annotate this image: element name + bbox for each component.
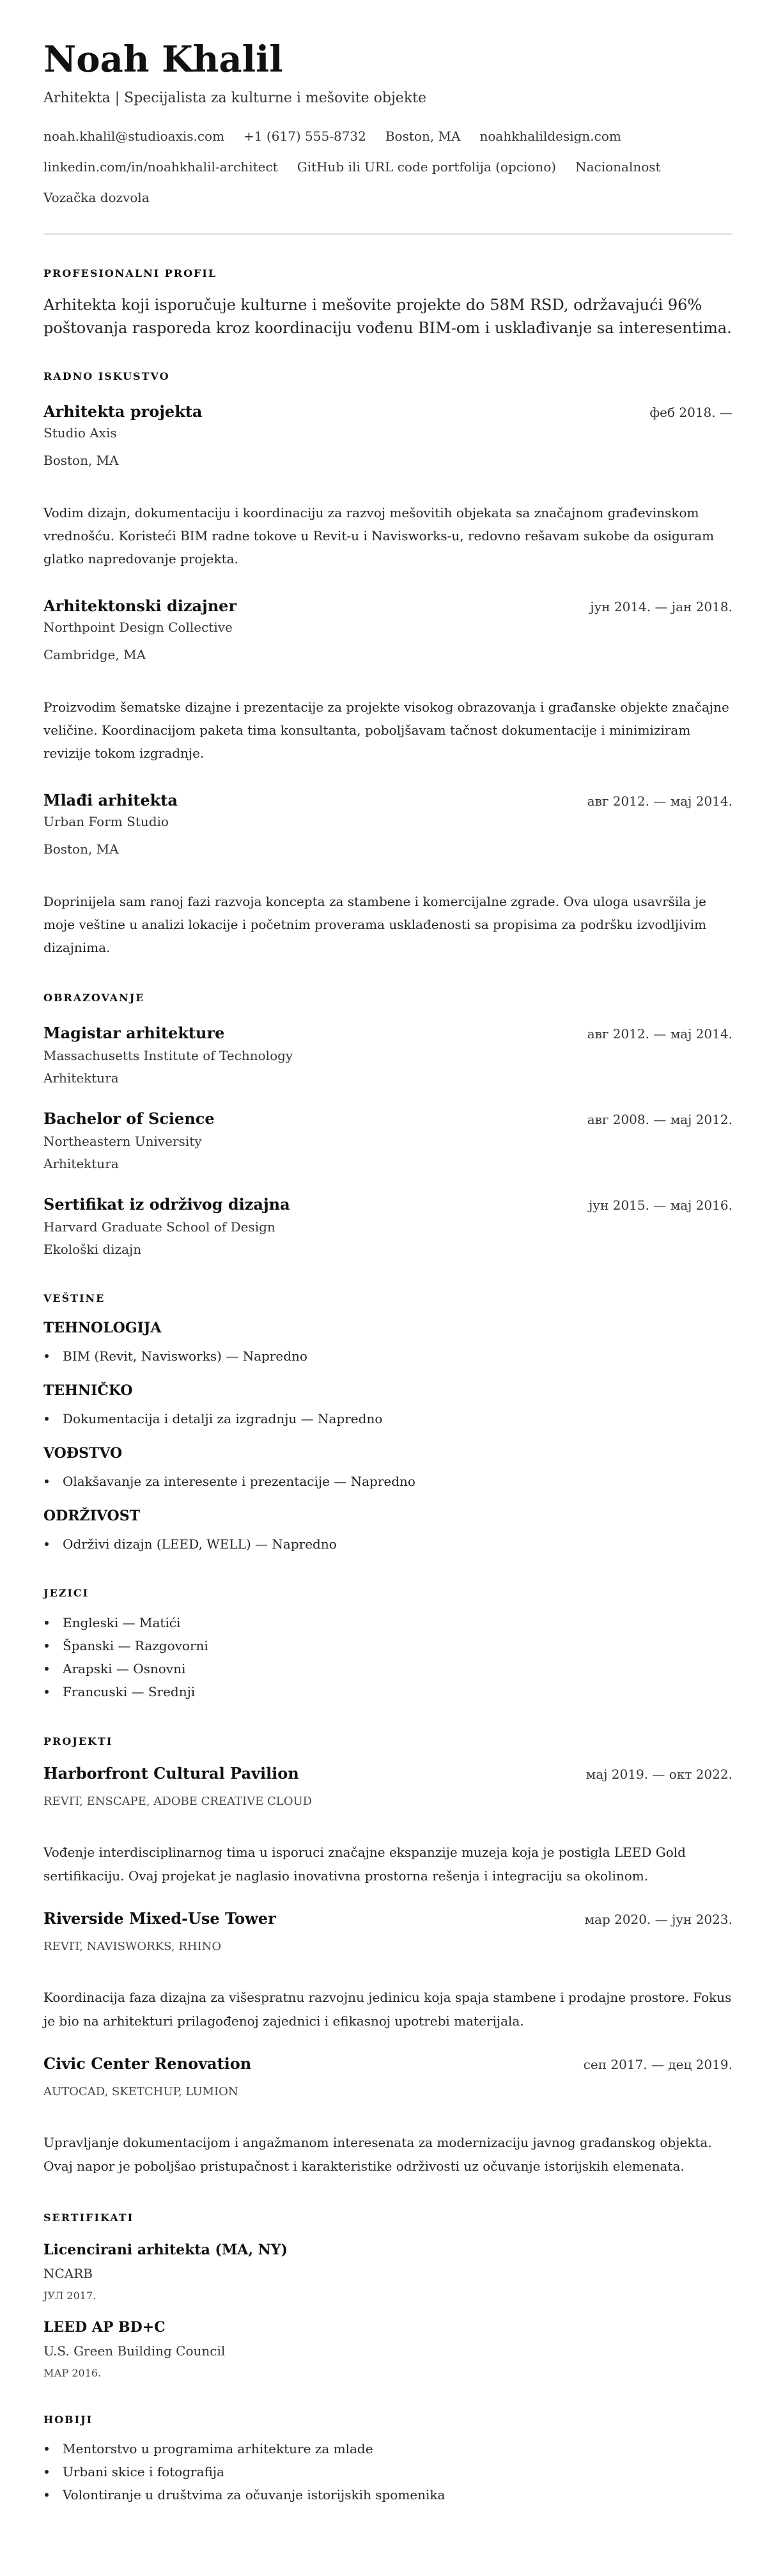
skill-category [43,1506,732,1554]
job-header [43,596,732,617]
skill-category-name: ODRŽIVOST [43,1508,140,1524]
bullet-icon [45,2470,49,2474]
skill-category [43,1444,732,1492]
list-item [43,1534,732,1554]
bullet-icon [45,1644,49,1648]
section-heading: OBRAZOVANJE [43,992,145,1004]
bullet-icon [45,2493,49,2497]
job-location: Cambridge, MA [43,647,146,662]
field-of-study: Arhitektura [43,1156,119,1171]
project-description: Upravljanje dokumentacijom i angažmanom interesenata za modernizaciju javnog građanskog objekta. Ovaj napor je poboljšao pristupačnost i karakteristike održivosti uz očuvanje istorijskih elemenata. [43,2135,712,2174]
job-company: Studio Axis [43,425,117,441]
certification-issuer: NCARB [43,2266,93,2281]
job-title: Arhitekta projekta [43,402,203,421]
project-description: Vođenje interdisciplinarnog tima u isporuci značajne ekspanzije muzeja koja je postigla LEED Gold sertifikaciju. Ovaj projekat je naglasio inovativna prostorna rešenja i integraciju sa okolinom. [43,1845,686,1884]
list-item-text: Urbani skice i fotografija [63,2464,224,2479]
list-item-text: Mentorstvo u programima arhitekture za mlade [63,2441,373,2456]
list-item [43,1611,732,1634]
project-entry [43,2054,732,2178]
degree: Magistar arhitekture [43,1024,225,1042]
school: Harvard Graduate School of Design [43,1219,275,1235]
skills-section [43,1292,732,1554]
project-dates: мај 2019. — окт 2022. [585,1767,732,1782]
job-header [43,790,732,811]
certification-name: Licencirani arhitekta (MA, NY) [43,2242,288,2258]
project-dates: мар 2020. — јун 2023. [584,1912,732,1927]
section-heading: JEZICI [43,1587,89,1599]
degree: Sertifikat iz održivog dizajna [43,1195,290,1214]
contact-info [43,121,732,213]
education-section [43,992,732,1260]
profile-summary: Arhitekta koji isporučuje kulturne i mešovite projekte do 58M RSD, održavajući 96% poštovanja rasporeda kroz koordinaciju vođenu BIM-om i usklađivanje sa interesentima. [43,296,732,337]
education-header [43,1109,732,1130]
education-dates: авг 2012. — мај 2014. [587,1026,732,1042]
bullet-icon [45,1542,49,1546]
job-description: Doprinijela sam ranoj fazi razvoja koncepta za stambene i komercijalne zgrade. Ova uloga usavršila je moje veštine u analizi lokacije i početnim proverama usklađenosti sa propisima za podršku izvodljivim dizajnima. [43,894,707,955]
bullet-icon [45,1354,49,1358]
skill-category [43,1318,732,1366]
skill-category [43,1381,732,1429]
job-company: Northpoint Design Collective [43,620,233,635]
list-item [43,1471,732,1492]
project-entry [43,1909,732,2033]
contact-linkedin[interactable]: linkedin.com/in/noahkhalil-architect [43,159,278,175]
contact-website[interactable]: noahkhalildesign.com [479,129,621,144]
list-item-text: Španski — Razgovorni [63,1638,208,1653]
contact-email[interactable]: noah.khalil@studioaxis.com [43,129,225,144]
contact-drivers-license: Vozačka dozvola [43,190,150,205]
candidate-headline: Arhitekta | Specijalista za kulturne i mešovite objekte [43,90,427,106]
job-location: Boston, MA [43,841,119,857]
section-heading: VEŠTINE [43,1292,105,1304]
job-company: Urban Form Studio [43,814,169,829]
skill-list [43,1534,732,1554]
list-item-text: BIM (Revit, Navisworks) — Napredno [63,1348,307,1364]
resume [43,0,732,2506]
skill-list [43,1471,732,1492]
list-item-text: Održivi dizajn (LEED, WELL) — Napredno [63,1536,337,1552]
list-item [43,2437,732,2460]
job-entry [43,596,732,765]
project-header [43,2054,732,2075]
job-title: Mlađi arhitekta [43,791,178,809]
bullet-icon [45,1479,49,1483]
list-item-text: Volontiranje u društvima za očuvanje istorijskih spomenika [63,2487,445,2502]
education-header [43,1023,732,1044]
list-item [43,1409,732,1429]
contact-github: GitHub ili URL code portfolija (opciono) [297,159,557,175]
field-of-study: Arhitektura [43,1070,119,1086]
list-item [43,1680,732,1703]
skill-category-name: VOĐSTVO [43,1445,123,1462]
education-entry [43,1023,732,1088]
degree: Bachelor of Science [43,1109,215,1128]
job-title: Arhitektonski dizajner [43,597,237,615]
list-item [43,1346,732,1366]
list-item-text: Arapski — Osnovni [63,1661,186,1676]
header-divider [43,233,732,235]
list-item-text: Francuski — Srednji [63,1684,196,1699]
section-heading: PROJEKTI [43,1735,113,1747]
job-description: Proizvodim šematske dizajne i prezentacije za projekte visokog obrazovanja i građanske objekte značajne veličine. Koordinacijom paketa tima konsultanta, poboljšavam tačnost dokumentacije i minimiziram revizije tokom izgradnje. [43,699,729,761]
school: Northeastern University [43,1134,202,1149]
education-entry [43,1109,732,1174]
project-dates: сеп 2017. — дец 2019. [583,2057,732,2072]
certifications-section [43,2212,732,2381]
education-dates: авг 2008. — мај 2012. [587,1112,732,1127]
list-item [43,2483,732,2506]
hobbies-section [43,2414,732,2506]
job-entry [43,790,732,959]
certification-date: МАР 2016. [43,2367,102,2379]
job-dates: феб 2018. — [649,405,732,420]
project-header [43,1763,732,1784]
list-item-text: Dokumentacija i detalji za izgradnju — Napredno [63,1411,383,1426]
list-item [43,1657,732,1680]
projects-section [43,1735,732,2178]
profile-section [43,267,732,340]
job-dates: јун 2014. — јан 2018. [590,599,732,614]
certification-name: LEED AP BD+C [43,2319,166,2336]
bullet-icon [45,1667,49,1671]
job-header [43,402,732,423]
contact-phone: +1 (617) 555-8732 [244,129,366,144]
bullet-icon [45,1690,49,1694]
skill-category-name: TEHNOLOGIJA [43,1320,162,1336]
skill-list [43,1409,732,1429]
project-entry [43,1763,732,1888]
certification-issuer: U.S. Green Building Council [43,2343,226,2359]
skill-category-name: TEHNIČKO [43,1382,133,1399]
education-dates: јун 2015. — мај 2016. [589,1198,732,1213]
project-description: Koordinacija faza dizajna za višespratnu razvojnu jedinicu koja spaja stambene i prodajne prostore. Fokus je bio na arhitekturi prilagođenoj zajednici i efikasnoj upotrebi materijala. [43,1990,732,2029]
project-header [43,1909,732,1930]
school: Massachusetts Institute of Technology [43,1048,293,1063]
job-entry [43,402,732,570]
project-name: Riverside Mixed-Use Tower [43,1909,276,1928]
job-description: Vodim dizajn, dokumentaciju i koordinaciju za razvoj mešovitih objekata sa značajnom građevinskom vrednošću. Koristeći BIM radne tokove u Revit-u i Navisworks-u, redovno rešavam sukobe da osiguram glatko napredovanje projekta. [43,505,715,566]
list-item-text: Engleski — Matići [63,1615,181,1630]
section-heading: SERTIFIKATI [43,2212,134,2224]
field-of-study: Ekološki dizajn [43,1242,142,1257]
candidate-name: Noah Khalil [43,38,283,81]
languages-section [43,1587,732,1703]
job-dates: авг 2012. — мај 2014. [587,793,732,809]
experience-section [43,370,732,959]
bullet-icon [45,1621,49,1625]
project-name: Civic Center Renovation [43,2054,252,2073]
contact-location: Boston, MA [385,129,461,144]
certification-entry [43,2317,732,2381]
education-header [43,1194,732,1215]
list-item [43,1634,732,1657]
section-heading: RADNO ISKUSTVO [43,370,170,382]
section-heading: HOBIJI [43,2414,93,2426]
contact-nationality: Nacionalnost [575,159,661,175]
certification-date: ЈУЛ 2017. [43,2290,97,2302]
section-heading: PROFESIONALNI PROFIL [43,267,217,279]
list-item [43,2460,732,2483]
skill-list [43,1346,732,1366]
bullet-icon [45,1417,49,1421]
education-entry [43,1194,732,1260]
project-technologies: REVIT, NAVISWORKS, RHINO [43,1940,222,1953]
list-item-text: Olakšavanje za interesente i prezentacije — Napredno [63,1474,415,1489]
certification-entry [43,2240,732,2304]
project-technologies: REVIT, ENSCAPE, ADOBE CREATIVE CLOUD [43,1795,313,1808]
project-name: Harborfront Cultural Pavilion [43,1764,299,1783]
job-location: Boston, MA [43,453,119,468]
bullet-icon [45,2447,49,2451]
project-technologies: AUTOCAD, SKETCHUP, LUMION [43,2085,238,2098]
